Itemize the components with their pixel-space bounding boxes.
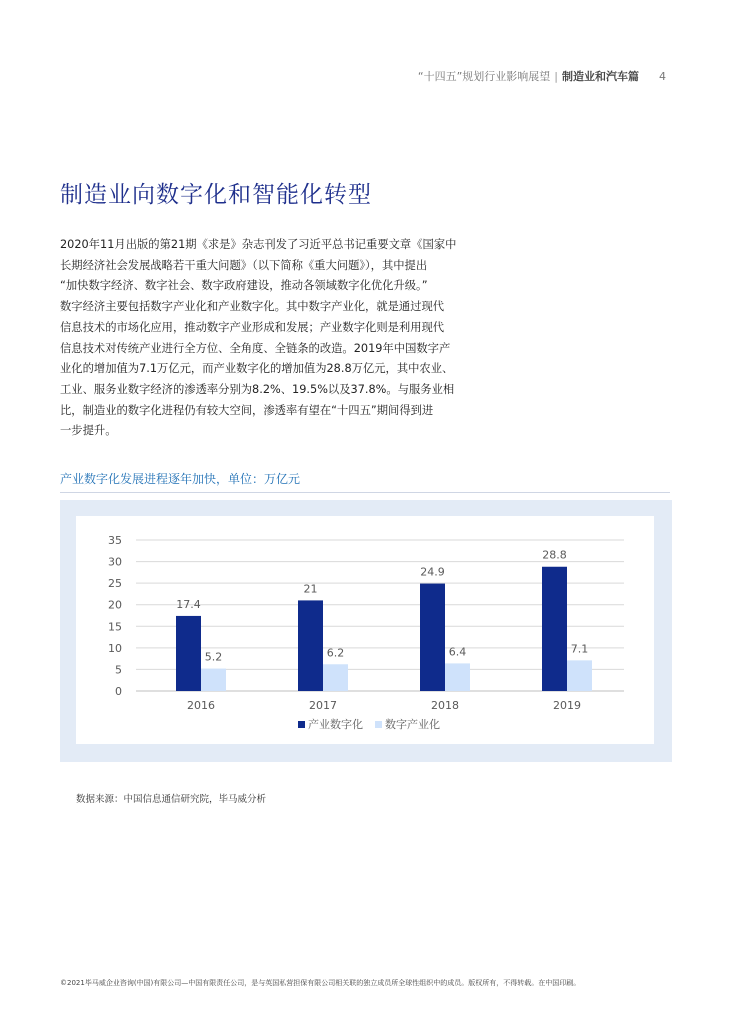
y-tick-label: 30 xyxy=(108,555,122,569)
report-title: “十四五”规划行业影响展望 xyxy=(417,70,551,83)
bar-chart xyxy=(76,516,654,744)
bar xyxy=(420,584,445,691)
body-paragraph xyxy=(60,235,480,442)
page-title: 制造业向数字化和智能化转型 xyxy=(60,182,372,208)
body-line: 信息技术对传统产业进行全方位、全角度、全链条的改造。2019年中国数字产 xyxy=(60,341,451,355)
y-tick-label: 20 xyxy=(108,598,122,612)
legend-swatch xyxy=(298,721,305,728)
body-line: 2020年11月出版的第21期《求是》杂志刊发了习近平总书记重要文章《国家中 xyxy=(60,238,457,251)
body-line: 长期经济社会发展战略若干重大问题》（以下简称《重大问题》），其中提出 xyxy=(60,258,428,272)
y-tick-label: 25 xyxy=(108,577,122,591)
data-label: 6.4 xyxy=(448,645,467,659)
x-tick-label: 2019 xyxy=(553,699,581,712)
bar xyxy=(445,663,470,691)
body-line: 一步提升。 xyxy=(60,424,117,438)
legend-label: 产业数字化 xyxy=(308,718,363,731)
chart-title: 产业数字化发展进程逐年加快，单位：万亿元 xyxy=(60,472,301,486)
legend-label: 数字产业化 xyxy=(385,718,440,731)
bar xyxy=(567,660,592,691)
y-tick-label: 0 xyxy=(115,685,122,698)
page-number: 4 xyxy=(659,69,666,83)
y-tick-label: 15 xyxy=(108,620,122,634)
x-tick-label: 2016 xyxy=(187,699,215,712)
y-tick-label: 10 xyxy=(108,641,122,655)
body-line: 比，制造业的数字化进程仍有较大空间，渗透率有望在“十四五”期间得到进 xyxy=(60,403,434,417)
bar xyxy=(298,600,323,691)
data-source: 数据来源：中国信息通信研究院，毕马威分析 xyxy=(76,794,267,805)
bar xyxy=(201,669,226,691)
section-title: 制造业和汽车篇 xyxy=(562,70,639,83)
bar xyxy=(323,664,348,691)
body-line: “加快数字经济、数字社会、数字政府建设，推动各领域数字化优化升级。” xyxy=(60,279,428,293)
body-line: 工业、服务业数字经济的渗透率分别为8.2%、19.5%以及37.8%。与服务业相 xyxy=(60,382,455,396)
body-line: 数字经济主要包括数字产业化和产业数字化。其中数字产业化，就是通过现代 xyxy=(60,300,445,314)
data-label: 28.8 xyxy=(542,548,567,562)
chart-divider xyxy=(60,492,670,493)
legend-swatch xyxy=(375,721,382,728)
x-tick-label: 2018 xyxy=(431,699,459,712)
data-label: 6.2 xyxy=(326,646,345,660)
data-label: 17.4 xyxy=(176,597,201,611)
page-header xyxy=(418,68,666,84)
chart-area xyxy=(76,516,654,744)
data-label: 7.1 xyxy=(570,642,589,656)
body-line: 业化的增加值为7.1万亿元，而产业数字化的增加值为28.8万亿元，其中农业、 xyxy=(60,362,454,376)
data-label: 24.9 xyxy=(420,565,445,579)
x-tick-label: 2017 xyxy=(309,699,337,712)
bar xyxy=(542,567,567,691)
body-line: 信息技术的市场化应用，推动数字产业形成和发展；产业数字化则是利用现代 xyxy=(60,320,445,334)
header-separator: | xyxy=(554,69,558,83)
data-label: 5.2 xyxy=(204,650,223,664)
copyright-footer: ©2021毕马威企业咨询(中国)有限公司—中国有限责任公司，是与英国私营担保有限公司相关联的独立成员所全球性组织中的成员。版权所有，不得转载。在中国印刷。 xyxy=(60,979,581,987)
y-tick-label: 5 xyxy=(115,663,122,677)
bar xyxy=(176,616,201,691)
y-tick-label: 35 xyxy=(108,534,122,547)
data-label: 21 xyxy=(303,582,318,596)
